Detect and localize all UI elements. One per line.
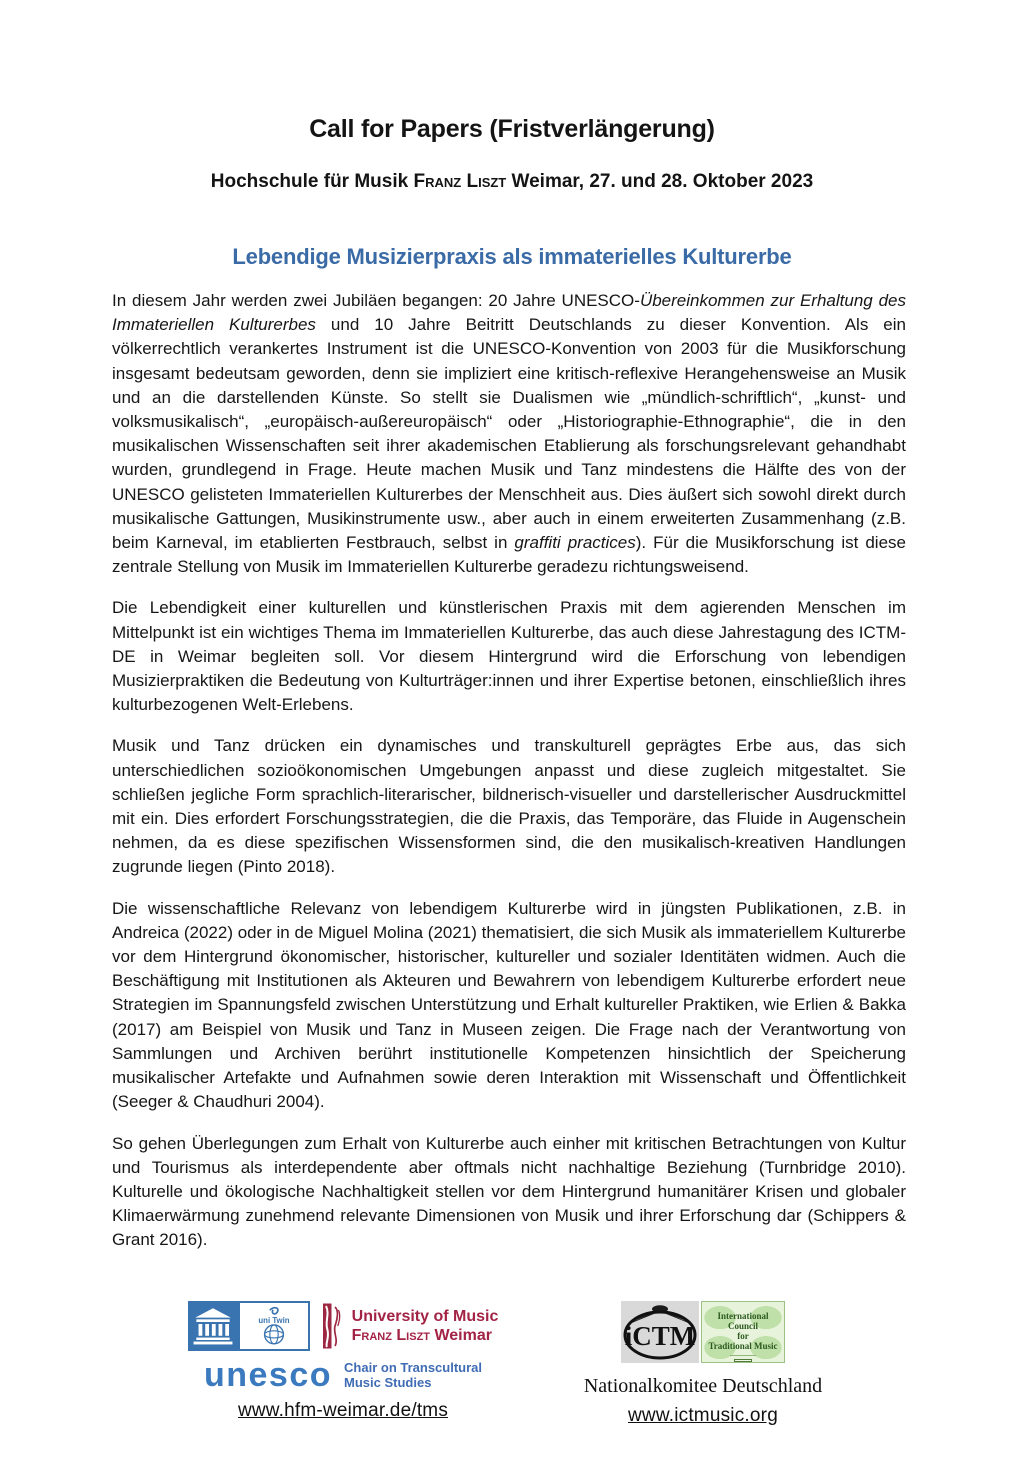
hfm-logo-text: [352, 1307, 499, 1345]
hfm-weimar-logo: [322, 1300, 499, 1352]
ictm-council-text: International Council for Traditional Music: [708, 1311, 778, 1351]
body-text: [112, 289, 906, 1270]
paragraph-intro: In diesem Jahr werden zwei Jubiläen begangen: 20 Jahre UNESCO-Übereinkommen zur Erhaltung des Immateriellen Kulturerbes und 10 Jahre Beitritt Deutschlands zu dieser Konvention. Als ein völkerrechtlich verankertes Instrument ist die UNESCO-Konvention von 2003 für die Musikforschung insgesamt bedeutsam geworden, denn sie impliziert eine kritisch-reflexive Herangehensweise an Musik und an die darstellenden Künste. So stellt sie Dualismen wie „mündlich-schriftlich“, „kunst- und volksmusikalisch“, „europäisch-außereuropäisch“ oder „Historiographie-Ethnographie“, die in den musikalischen Wissenschaften seit ihrer akademischen Etablierung als forschungsrelevant gehandhabt wurden, grundlegend in Frage. Heute machen Musik und Tanz mindestens die Hälfte des von der UNESCO gelisteten Immateriellen Kulturerbes der Menschheit aus. Dies äußert sich sowohl direkt durch musikalische Gattungen, Musikinstrumente usw., aber auch in einem erweiterten Zusammenhang (z.B. beim Karneval, im etablierten Festbrauch, selbst in graffiti practices). Für die Musikforschung ist diese zentrale Stellung von Musik im Immateriellen Kulturerbe geradezu richtungsweisend.: [112, 291, 906, 577]
ictm-logos-row: [621, 1301, 785, 1363]
paragraph-erhalt: So gehen Überlegungen zum Erhalt von Kulturerbe auch einher mit kritischen Betrachtungen von Kultur und Tourismus als interdependente aber oftmals nicht nachhaltige Beziehung (Turnbridge 2010). Kulturelle und ökologische Nachhaltigkeit stellen vor dem Hintergrund humanitärer Krisen und globaler Klimaerwärmung zunehmend relevante Dimensionen von Musik und ihrer Erforschung dar (Schippers & Grant 2016).: [112, 1133, 906, 1250]
paragraph-relevanz: Die wissenschaftliche Relevanz von lebendigem Kulturerbe wird in jüngsten Publikationen, z.B. in Andreica (2022) oder in de Miguel Molina (2021) thematisiert, die sich Musik als immateriellem Kulturerbe vor dem Hintergrund ökonomischer, historischer, kultureller und sozialer Identitäten widmen. Auch die Beschäftigung mit Institutionen als Akteuren und Bewahrern von lebendigem Kulturerbe erfordert neue Strategien im Spannungsfeld zwischen Unterstützung und Erhalt kultureller Praktiken, wie Erlien & Bakka (2017) am Beispiel von Musik und Tanz in Museen zeigen. Die Frage nach der Verantwortung von Sammlungen und Archiven berührt institutionelle Kompetenzen hinsichtlich der Speicherung musikalischer Artefakte und Aufnahmen sowie deren Interaktion mit Wissenschaft und Öffentlichkeit (Seeger & Chaudhuri 2004).: [112, 898, 906, 1112]
paragraph-lebendigkeit: Die Lebendigkeit einer kulturellen und künstlerischen Praxis mit dem agierenden Menschen im Mittelpunkt ist ein wichtiges Thema im Immateriellen Kulturerbe, das auch diese Jahrestagung des ICTM-DE in Weimar begleiten soll. Vor diesem Hintergrund wird die Erforschung von lebendigen Musizierpraktiken die Bedeutung von Kulturträger:innen und ihrer Expertise betonen, einschließlich ihres kulturbezogenen Welt-Erlebens.: [112, 598, 906, 715]
subtitle-prefix: Hochschule für Musik: [210, 171, 414, 192]
unesco-wordmark: unesco: [203, 1356, 333, 1394]
hfm-line1: University of Music: [351, 1308, 499, 1325]
subtitle-institution-name: Franz Liszt: [413, 171, 507, 192]
unesco-wordmark-row: [203, 1356, 483, 1394]
footer-left-block: [168, 1300, 518, 1422]
est-box-decoration: [734, 1359, 752, 1362]
unesco-hfm-logos-row: [188, 1300, 499, 1352]
hfm-liszt-mark-icon: [322, 1300, 344, 1352]
ictm-acronym: iCTM: [624, 1321, 696, 1351]
subtitle-suffix: Weimar, 27. und 28. Oktober 2023: [506, 171, 814, 192]
ictm-council-ornament: [701, 1301, 785, 1363]
page-title: Call for Papers (Fristverlängerung): [309, 115, 715, 143]
ictmusic-link[interactable]: www.ictmusic.org: [628, 1405, 778, 1426]
chair-label: Chair on Transcultural Music Studies: [344, 1360, 483, 1390]
ictm-sunburst-icon: [621, 1301, 699, 1363]
paragraph-musik-tanz: Musik und Tanz drücken ein dynamisches und transkulturell geprägtes Erbe aus, das sich unterschiedlichen sozioökonomischen Umgebungen anpasst und diese zugleich mitgestaltet. Sie schließen jegliche Form sprachlich-literarischer, bildnerisch-visueller und darstellerischer Ausdruckmittel mit ein. Dies erfordert Forschungsstrategien, die die Praxis, das Temporäre, das Fluide in Augenschein nehmen, da es diese spezifischen Wissensformen sind, die den musikalisch-kreativen Handlungen zugrunde liegen (Pinto 2018).: [112, 736, 906, 877]
footer-right-block: [553, 1301, 853, 1427]
unitwin-globe-icon: [238, 1301, 310, 1351]
hfm-weimar-link[interactable]: www.hfm-weimar.de/tms: [237, 1400, 449, 1421]
subtitle: [0, 171, 1024, 193]
unesco-unitwin-logo: [188, 1301, 310, 1351]
national-committee-label: Nationalkomitee Deutschland: [583, 1375, 823, 1397]
section-heading: Lebendige Musizierpraxis als immaterielles Kulturerbe: [232, 244, 792, 269]
hfm-line2: Franz Liszt Weimar: [351, 1327, 492, 1344]
svg-text:uni Twin: uni Twin: [258, 1315, 290, 1325]
unesco-temple-icon: [188, 1301, 238, 1351]
